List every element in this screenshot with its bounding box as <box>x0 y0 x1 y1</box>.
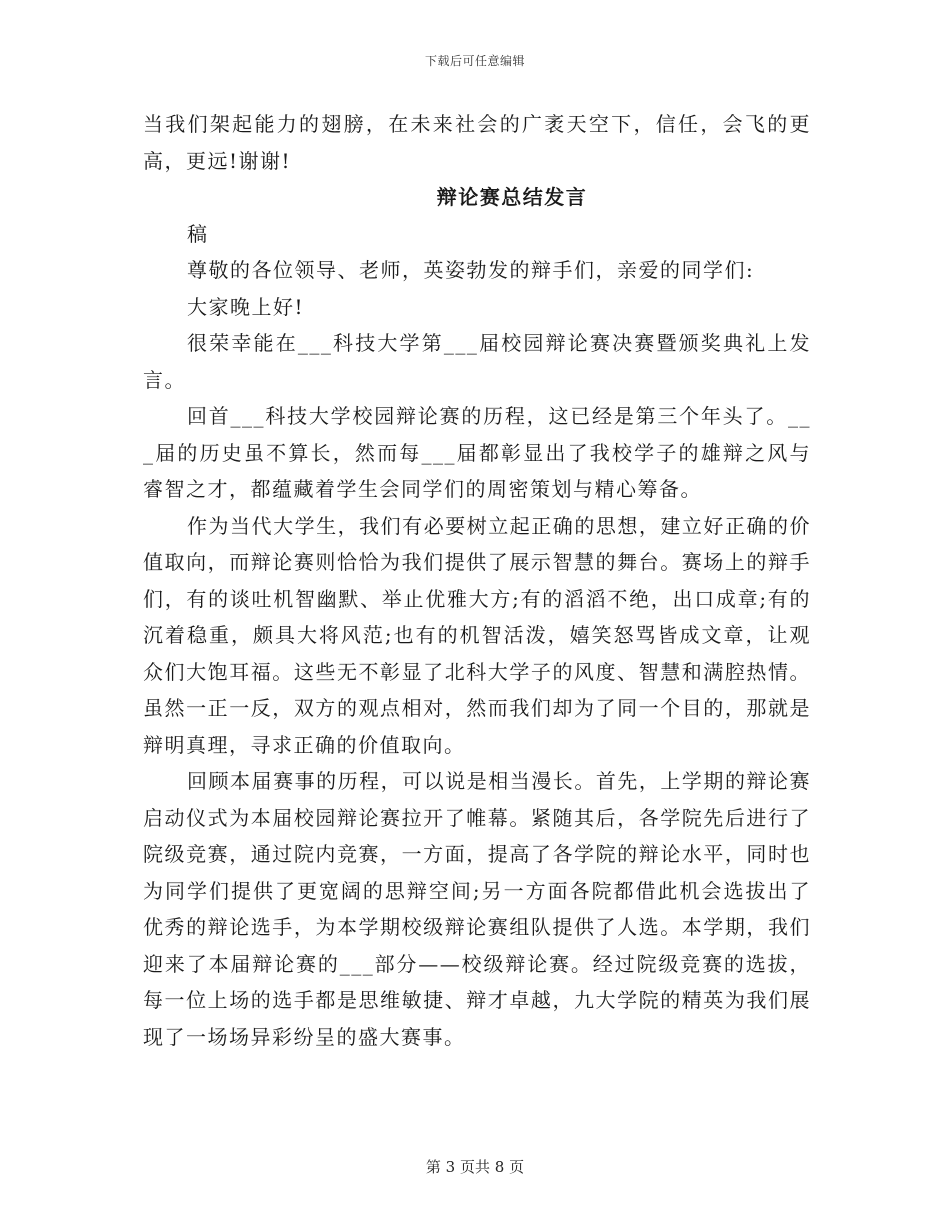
body-paragraph: 作为当代大学生，我们有必要树立起正确的思想，建立好正确的价值取向，而辩论赛则恰恰为我们提供了展示智慧的舞台。赛场上的辩手们，有的谈吐机智幽默、举止优雅大方;有的滔滔不绝，出口成章;有的沉着稳重，颇具大将风范;也有的机智活泼，嬉笑怒骂皆成文章，让观众们大饱耳福。这些无不彰显了北科大学子的风度、智慧和满腔热情。虽然一正一反，双方的观点相对，然而我们却为了同一个目的，那就是辩明真理，寻求正确的价值取向。 <box>143 513 811 757</box>
salutation: 大家晚上好! <box>187 294 305 319</box>
document-title: 辩论赛总结发言 <box>436 185 588 209</box>
body-paragraph: 回顾本届赛事的历程，可以说是相当漫长。首先，上学期的辩论赛启动仪式为本届校园辩论赛拉开了帷幕。紧随其后，各学院先后进行了院级竞赛，通过院内竞赛，一方面，提高了各学院的辩论水平，同时也为同学们提供了更宽阔的思辩空间;另一方面各院都借此机会选拔出了优秀的辩论选手，为本学期校级辩论赛组队提供了人选。本学期，我们迎来了本届辩论赛的___部分——校级辩论赛。经过院级竞赛的选拔，每一位上场的选手都是思维敏捷、辩才卓越，九大学院的精英为我们展现了一场场异彩纷呈的盛大赛事。 <box>143 769 811 1049</box>
body-paragraph: 回首___科技大学校园辩论赛的历程，这已经是第三个年头了。___届的历史虽不算长，然而每___届都彰显出了我校学子的雄辩之风与睿智之才，都蕴藏着学生会同学们的周密策划与精心筹备。 <box>143 404 811 501</box>
document-body <box>143 106 811 1055</box>
page-header: 下载后可任意编辑 <box>424 54 525 68</box>
document-subtitle: 稿 <box>187 221 209 246</box>
intro-paragraph: 当我们架起能力的翅膀，在未来社会的广袤天空下，信任，会飞的更高，更远!谢谢! <box>143 112 811 173</box>
page-number: 第 3 页共 8 页 <box>425 1158 525 1176</box>
greeting: 尊敬的各位领导、老师，英姿勃发的辩手们，亲爱的同学们: <box>187 258 755 282</box>
body-paragraph: 很荣幸能在___科技大学第___届校园辩论赛决赛暨颁奖典礼上发言。 <box>143 331 811 392</box>
